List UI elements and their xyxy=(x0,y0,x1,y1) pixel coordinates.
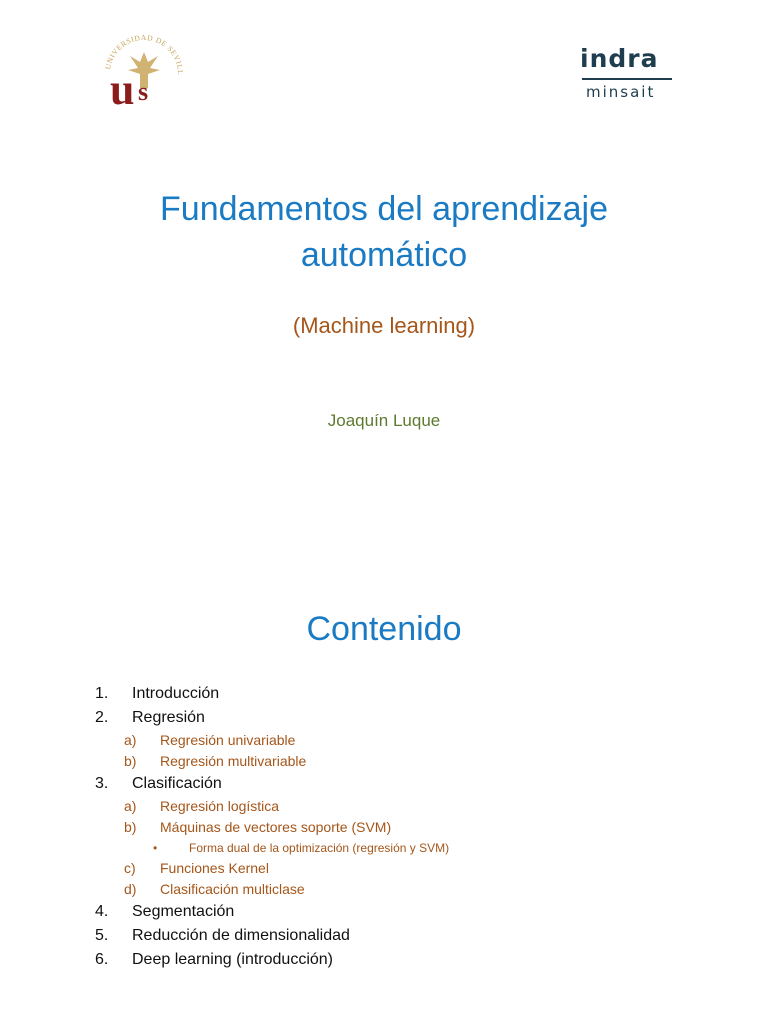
logo-divider xyxy=(582,78,672,80)
toc-item-number: 5. xyxy=(95,927,109,944)
university-seal-icon xyxy=(96,30,192,110)
contents-list xyxy=(0,682,768,972)
toc-item-number: 4. xyxy=(95,903,109,920)
toc-item-number: 3. xyxy=(95,775,109,792)
toc-item-number: 1. xyxy=(95,685,109,702)
toc-item-text: Reducción de dimensionalidad xyxy=(132,927,350,944)
toc-item-text: Segmentación xyxy=(132,903,235,920)
toc-subitem-text: Funciones Kernel xyxy=(160,860,269,876)
contents-heading: Contenido xyxy=(306,610,462,648)
toc-subitem-letter: d) xyxy=(124,881,137,897)
toc-subitem-letter: b) xyxy=(124,753,137,769)
document-title xyxy=(0,186,768,278)
toc-subitem-letter: a) xyxy=(124,798,137,814)
toc-subitem-text: Clasificación multiclase xyxy=(160,881,305,897)
toc-subitem-text: Regresión univariable xyxy=(160,732,296,748)
toc-item xyxy=(0,948,768,972)
toc-subitem-text: Máquinas de vectores soporte (SVM) xyxy=(160,819,392,835)
title-line-1: Fundamentos del aprendizaje xyxy=(160,190,608,228)
toc-subitem-text: Regresión multivariable xyxy=(160,753,307,769)
svg-text:s: s xyxy=(138,77,149,106)
toc-item xyxy=(0,924,768,948)
toc-subitem xyxy=(0,858,768,879)
bullet-icon: • xyxy=(153,841,158,855)
toc-item-text: Introducción xyxy=(132,685,220,702)
minsait-wordmark: minsait xyxy=(586,83,656,101)
toc-subitem xyxy=(0,751,768,772)
toc-bullet-item xyxy=(0,838,768,858)
toc-subitem xyxy=(0,796,768,817)
toc-bullet-text: Forma dual de la optimización (regresión y SVM) xyxy=(189,841,450,855)
toc-subitem xyxy=(0,817,768,838)
toc-item xyxy=(0,772,768,796)
toc-subitem xyxy=(0,730,768,751)
toc-item-text: Clasificación xyxy=(132,775,222,792)
toc-item xyxy=(0,900,768,924)
indra-minsait-logo xyxy=(580,42,680,104)
toc-item-number: 6. xyxy=(95,951,109,968)
author-name: Joaquín Luque xyxy=(327,411,441,430)
toc-subitem-letter: c) xyxy=(124,860,136,876)
universidad-de-sevilla-logo xyxy=(96,30,192,110)
toc-item xyxy=(0,706,768,730)
indra-wordmark: indra xyxy=(580,44,659,73)
toc-subitem-letter: b) xyxy=(124,819,137,835)
toc-item-text: Deep learning (introducción) xyxy=(132,951,333,968)
title-line-2: automático xyxy=(300,236,468,274)
document-subtitle: (Machine learning) xyxy=(292,313,476,338)
toc-subitem-letter: a) xyxy=(124,732,137,748)
toc-subitem xyxy=(0,879,768,900)
toc-subitem-text: Regresión logística xyxy=(160,798,280,814)
svg-text:u: u xyxy=(110,65,135,110)
toc-item-text: Regresión xyxy=(132,709,205,726)
toc-item xyxy=(0,682,768,706)
toc-item-number: 2. xyxy=(95,709,109,726)
svg-text:UNIVERSIDAD DE SEVILLA: UNIVERSIDAD DE SEVILL xyxy=(103,32,186,76)
